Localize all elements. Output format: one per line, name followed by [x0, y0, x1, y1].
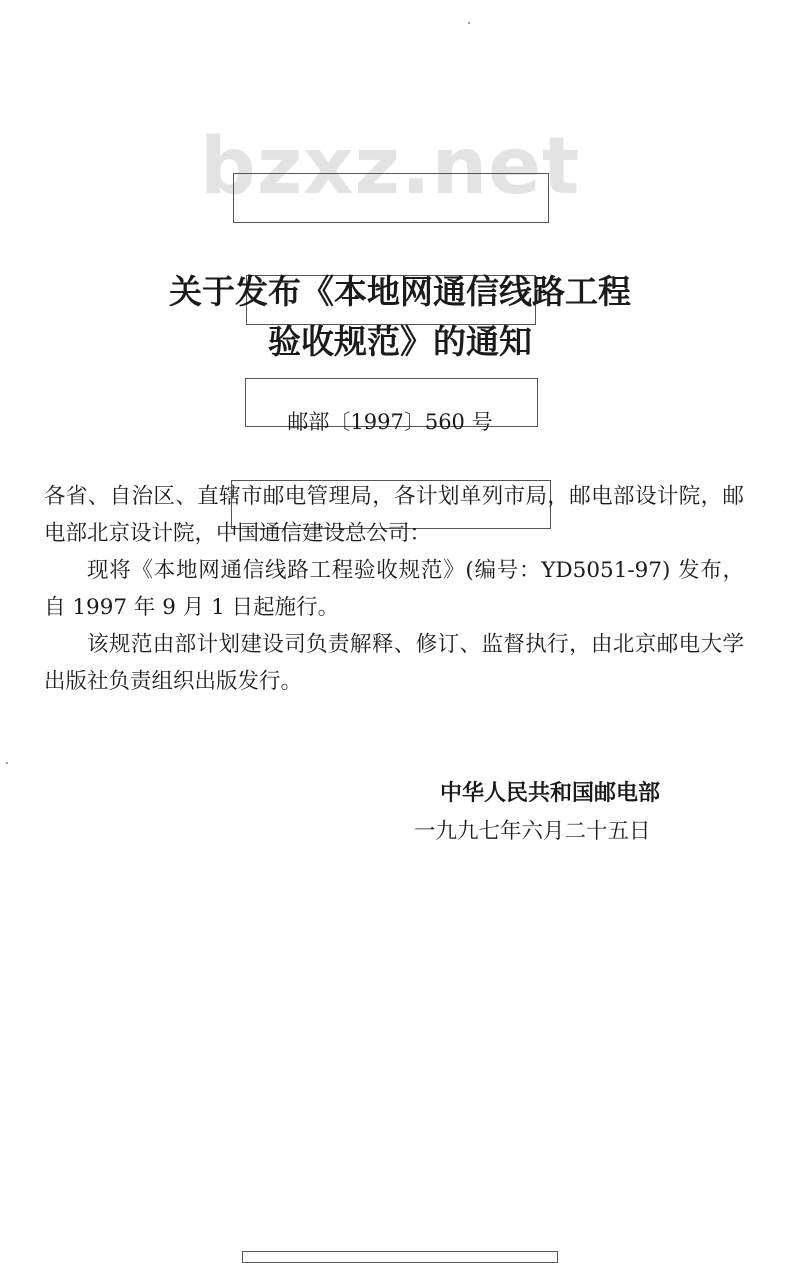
scan-speck [6, 762, 8, 764]
notice-body [44, 478, 744, 700]
frame-box-bottom [242, 1251, 558, 1263]
signature-date: 一九九七年六月二十五日 [414, 819, 651, 844]
addressee-paragraph: 各省、自治区、直辖市邮电管理局，各计划单列市局，邮电部设计院，邮电部北京设计院，中国通信建设总公司： [44, 484, 744, 546]
document-number: 邮部〔1997〕560 号 [287, 410, 493, 434]
body-paragraph-interpretation: 该规范由部计划建设司负责解释、修订、监督执行，由北京邮电大学出版社负责组织出版发行。 [44, 632, 744, 694]
notice-title-line-2: 验收规范》的通知 [268, 322, 532, 361]
watermark-logo: bzxz.net [200, 122, 581, 212]
scan-speck [468, 22, 470, 24]
signature-organization: 中华人民共和国邮电部 [440, 781, 661, 806]
notice-title-line-1: 关于发布《本地网通信线路工程 [169, 272, 631, 311]
body-paragraph-publish: 现将《本地网通信线路工程验收规范》(编号：YD5051-97) 发布，自 1997 年 9 月 1 日起施行。 [44, 558, 744, 620]
frame-box-top [233, 173, 549, 223]
